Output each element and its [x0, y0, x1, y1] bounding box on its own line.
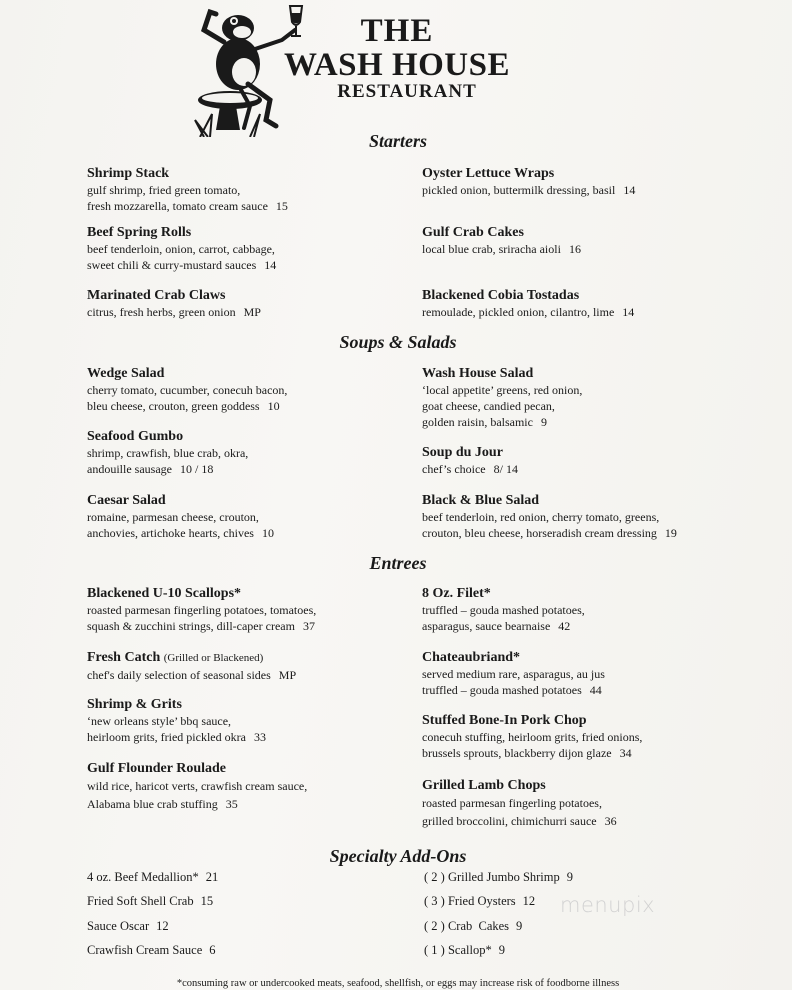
price: 9 [498, 943, 505, 957]
title-sub: RESTAURANT [337, 81, 477, 102]
menu-item: Soup du Jour chef’s choice 8/ 14 [422, 445, 518, 476]
menu-item: Caesar Salad romaine, parmesan cheese, crouton, anchovies, artichoke hearts, chives 10 [87, 493, 274, 540]
menu-item: Blackened U-10 Scallops* roasted parmesan fingerling potatoes, tomatoes, squash & zucchini strings, dill-caper cream 37 [87, 586, 317, 633]
price: 10 [267, 399, 280, 413]
menu-item: Fresh Catch (Grilled or Blackened) chef's daily selection of seasonal sides MP [87, 650, 297, 682]
addon-item: Crawfish Cream Sauce 6 [87, 943, 216, 957]
price: 15 [200, 894, 214, 908]
price: 14 [622, 305, 635, 319]
item-note: (Grilled or Blackened) [163, 652, 264, 664]
price: 6 [209, 943, 216, 957]
menu-item: Grilled Lamb Chops roasted parmesan fingerling potatoes, grilled broccolini, chimichurri sauce 36 [422, 778, 617, 828]
addon-item: ( 2 ) Grilled Jumbo Shrimp 9 [424, 870, 574, 884]
price: 14 [623, 183, 636, 197]
menu-item: Chateaubriand* served medium rare, asparagus, au jus truffled – gouda mashed potatoes 44 [422, 650, 605, 697]
addon-item: ( 2 ) Crab Cakes 9 [424, 919, 523, 933]
price: 12 [156, 919, 169, 933]
price: 36 [604, 814, 617, 828]
menu-item: Gulf Flounder Roulade wild rice, haricot verts, crawfish cream sauce, Alabama blue crab stuffing 35 [87, 761, 308, 811]
price: 12 [522, 894, 536, 908]
menu-item: Gulf Crab Cakes local blue crab, sriracha aioli 16 [422, 225, 581, 256]
price: 33 [253, 730, 266, 744]
price: 42 [558, 619, 571, 633]
price: 21 [205, 870, 219, 884]
menu-item: Oyster Lettuce Wraps pickled onion, buttermilk dressing, basil 14 [422, 166, 636, 197]
menu-item: Shrimp Stack gulf shrimp, fried green tomato, fresh mozzarella, tomato cream sauce 15 [87, 166, 288, 213]
addon-item: 4 oz. Beef Medallion* 21 [87, 870, 219, 884]
section-title-starters: Starters [368, 131, 428, 151]
disclaimer: *consuming raw or undercooked meats, seafood, shellfish, or eggs may increase risk of foodborne illness [176, 978, 620, 989]
menu-item: Black & Blue Salad beef tenderloin, red onion, cherry tomato, greens, crouton, bleu cheese, horseradish cream dressing 19 [422, 493, 677, 540]
addon-item: Sauce Oscar 12 [87, 919, 169, 933]
price: MP [278, 668, 297, 682]
price: 9 [566, 870, 574, 884]
menu-item: Beef Spring Rolls beef tenderloin, onion, carrot, cabbage, sweet chili & curry-mustard sauces 14 [87, 225, 277, 272]
price: 14 [264, 258, 277, 272]
price: 35 [225, 797, 238, 811]
menu-item: Blackened Cobia Tostadas remoulade, pickled onion, cilantro, lime 14 [422, 288, 635, 319]
menu-item: Wash House Salad ‘local appetite’ greens, red onion, goat cheese, candied pecan, golden raisin, balsamic 9 [422, 366, 583, 429]
title-main: WASH HOUSE [284, 47, 510, 83]
menu-item: Marinated Crab Claws citrus, fresh herbs, green onion MP [87, 288, 261, 319]
section-title-addons: Specialty Add-Ons [329, 846, 467, 866]
addon-item: Fried Soft Shell Crab 15 [87, 894, 214, 908]
menu-item: Shrimp & Grits ‘new orleans style’ bbq sauce, heirloom grits, fried pickled okra 33 [87, 697, 266, 744]
price: 16 [568, 242, 581, 256]
price: MP [243, 305, 261, 319]
price: 19 [664, 526, 677, 540]
section-title-entrees: Entrees [369, 553, 427, 573]
restaurant-title [278, 14, 516, 102]
price: 44 [589, 683, 602, 697]
title-the: THE [360, 13, 434, 49]
price: 9 [540, 415, 547, 429]
price: 8/ 14 [493, 462, 518, 476]
menu-item: Wedge Salad cherry tomato, cucumber, conecuh bacon, bleu cheese, crouton, green goddess 10 [87, 366, 288, 413]
price: 10 [261, 526, 274, 540]
price: 34 [619, 746, 632, 760]
menu-item: 8 Oz. Filet* truffled – gouda mashed potatoes, asparagus, sauce bearnaise 42 [422, 586, 585, 633]
price: 15 [275, 199, 288, 213]
price: 37 [302, 619, 315, 633]
addon-item: ( 1 ) Scallop* 9 [424, 943, 505, 957]
price: 9 [516, 919, 523, 933]
watermark: menupix [560, 893, 656, 917]
menu-item: Stuffed Bone-In Pork Chop conecuh stuffing, heirloom grits, fried onions, brussels sprouts, blackberry dijon glaze 34 [422, 713, 643, 760]
menu-item: Seafood Gumbo shrimp, crawfish, blue crab, okra, andouille sausage 10 / 18 [87, 429, 249, 476]
addon-item: ( 3 ) Fried Oysters 12 [424, 894, 536, 908]
price: 10 / 18 [179, 462, 214, 476]
section-title-soups-salads: Soups & Salads [339, 332, 457, 352]
